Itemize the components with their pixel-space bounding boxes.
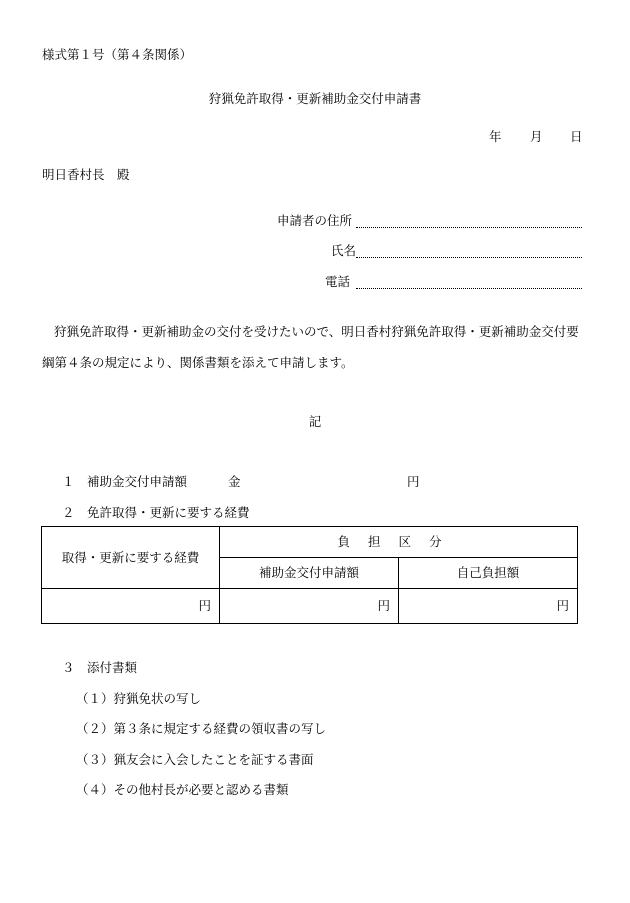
attachment-item: （２）第３条に規定する経費の領収書の写し xyxy=(76,721,327,736)
applicant-phone-line xyxy=(356,288,582,289)
applicant-name-line xyxy=(356,257,582,258)
col-header-burden-group: 負担区分 xyxy=(220,527,578,558)
ki-heading: 記 xyxy=(308,414,322,429)
item2-label: ２ 免許取得・更新に要する経費 xyxy=(62,505,250,520)
col-header-self-burden: 自己負担額 xyxy=(399,558,578,589)
date-day: 日 xyxy=(570,129,583,144)
attachment-item: （１）狩猟免状の写し xyxy=(76,691,202,706)
item1-yen: 円 xyxy=(407,474,420,489)
cost-table xyxy=(41,526,578,624)
applicant-address-label: 申請者の住所 xyxy=(277,213,353,228)
cell-self-burden-yen: 円 xyxy=(399,589,578,624)
col-header-subsidy: 補助金交付申請額 xyxy=(220,558,399,589)
attachment-item: （４）その他村長が必要と認める書類 xyxy=(76,782,289,797)
date-year: 年 xyxy=(489,129,502,144)
table-header-row xyxy=(42,527,578,558)
item1-label: １ 補助金交付申請額 xyxy=(62,474,188,489)
cell-subsidy-yen: 円 xyxy=(220,589,399,624)
body-paragraph: 狩猟免許取得・更新補助金の交付を受けたいので、明日香村狩猟免許取得・更新補助金交付要綱第４条の規定により、関係書類を添えて申請します。 xyxy=(42,324,579,370)
table-row xyxy=(42,589,578,624)
col-header-costs: 取得・更新に要する経費 xyxy=(42,527,220,589)
applicant-address-line xyxy=(356,227,582,228)
applicant-name-label: 氏名 xyxy=(331,243,357,258)
addressee: 明日香村長 殿 xyxy=(42,167,130,182)
applicant-phone-label: 電話 xyxy=(325,274,351,289)
item3-label: ３ 添付書類 xyxy=(62,660,138,675)
form-number: 様式第１号（第４条関係） xyxy=(42,47,193,62)
item1-kin: 金 xyxy=(228,474,241,489)
date-month: 月 xyxy=(530,129,543,144)
cell-costs-yen: 円 xyxy=(42,589,220,624)
attachment-item: （３）猟友会に入会したことを証する書面 xyxy=(76,752,314,767)
document-title: 狩猟免許取得・更新補助金交付申請書 xyxy=(208,91,422,106)
